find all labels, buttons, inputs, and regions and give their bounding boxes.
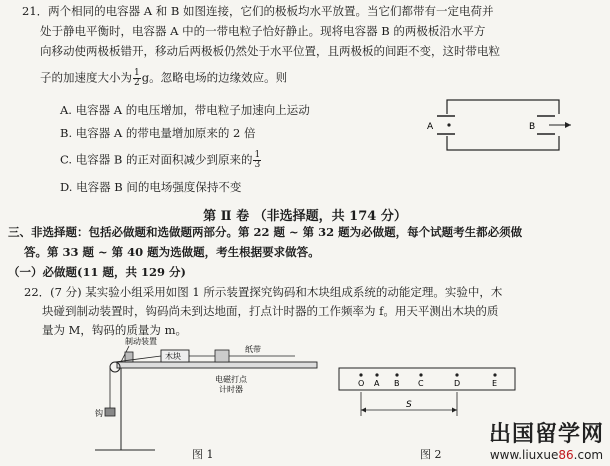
tape-point-label-e: E: [492, 379, 498, 388]
q21-line-4a: 子的加速度大小为: [40, 70, 132, 85]
q22-line-1: 22．(7 分) 某实验小组采用如图 1 所示装置探究钩码和木块组成系统的动能定理。实验中，木: [24, 285, 503, 299]
q22-line-2: 块碰到制动装置时，钩码尚未到达地面，打点计时器的工作频率为 f。用天平测出木块的质: [42, 304, 499, 318]
tape-dot-e: [493, 373, 496, 376]
watermark-title: 出国留学网: [488, 422, 604, 447]
tape-point-label-o: O: [358, 379, 365, 388]
tape-point-label-b: B: [394, 379, 400, 388]
timer-label-2: 计时器: [219, 385, 243, 394]
brake-label: 制动装置: [125, 337, 157, 346]
tape-label: 纸带: [245, 345, 261, 354]
tape-points: [358, 373, 497, 388]
timer-label-1: 电磁打点: [215, 375, 247, 384]
capacitor-figure: [425, 90, 575, 160]
tape-dot-d: [455, 373, 458, 376]
section-instructions-1: 三、非选择题：包括必做题和选做题两部分。第 22 题 ~ 第 32 题为必做题，每个试题考生都必须做: [8, 225, 523, 239]
fraction-third: $\frac{1}{3}$: [254, 150, 261, 170]
section-title: 第 Ⅱ 卷 （非选择题，共 174 分）: [203, 209, 407, 224]
figure-1-caption: 图 1: [192, 448, 214, 461]
q21-option-d: D. 电容器 B 间的电场强度保持不变: [60, 180, 242, 194]
section-instructions-2: 答。第 33 题 ~ 第 40 题为选做题，考生根据要求做答。: [24, 245, 320, 259]
q21-option-b: B. 电容器 A 的带电量增加原来的 2 倍: [60, 126, 256, 140]
fraction-half: $\frac{1}{2}$: [134, 68, 140, 88]
distance-label: S: [406, 400, 412, 410]
tape-dot-b: [395, 373, 398, 376]
tape-dot-c: [419, 373, 422, 376]
q21-line-3: 向移动使两极板错开，移动后两极板仍然处于水平位置，且两极板的间距不变，这时带电粒: [40, 44, 500, 58]
site-watermark: [489, 417, 604, 462]
q21-line-4: [40, 69, 287, 88]
tape-point-label-c: C: [418, 379, 424, 388]
q21-line-1: 21．两个相同的电容器 A 和 B 如图连接，它们的极板均水平放置。当它们都带有一定电荷并: [22, 4, 494, 18]
capacitor-label-a: A: [427, 122, 434, 132]
q21-line-2: 处于静电平衡时，电容器 A 中的一带电粒子恰好静止。现将电容器 B 的两极板沿水平方: [40, 24, 486, 38]
hook-label: 钩: [95, 409, 103, 418]
figure-2-caption: 图 2: [420, 448, 442, 461]
q21-option-a: A. 电容器 A 的电压增加，带电粒子加速向上运动: [60, 103, 310, 117]
q22-line-3: 量为 M，钩码的质量为 m。: [42, 323, 187, 337]
block-label: 木块: [165, 352, 181, 361]
tape-point-label-d: D: [454, 379, 461, 388]
q21-line-4b: g。忽略电场的边缘效应。则: [141, 70, 288, 85]
q21-option-c: C. 电容器 B 的正对面积减少到原来的 $\frac{1}{3}$: [60, 150, 261, 170]
tape-point-label-a: A: [374, 379, 380, 388]
watermark-url: www.liuxue86.com: [489, 448, 604, 462]
capacitor-label-b: B: [529, 122, 536, 132]
required-heading: （一）必做题(11 题，共 129 分): [8, 265, 186, 279]
apparatus-figure: [95, 334, 325, 454]
tape-dot-o: [359, 373, 362, 376]
tape-dot-a: [375, 373, 378, 376]
